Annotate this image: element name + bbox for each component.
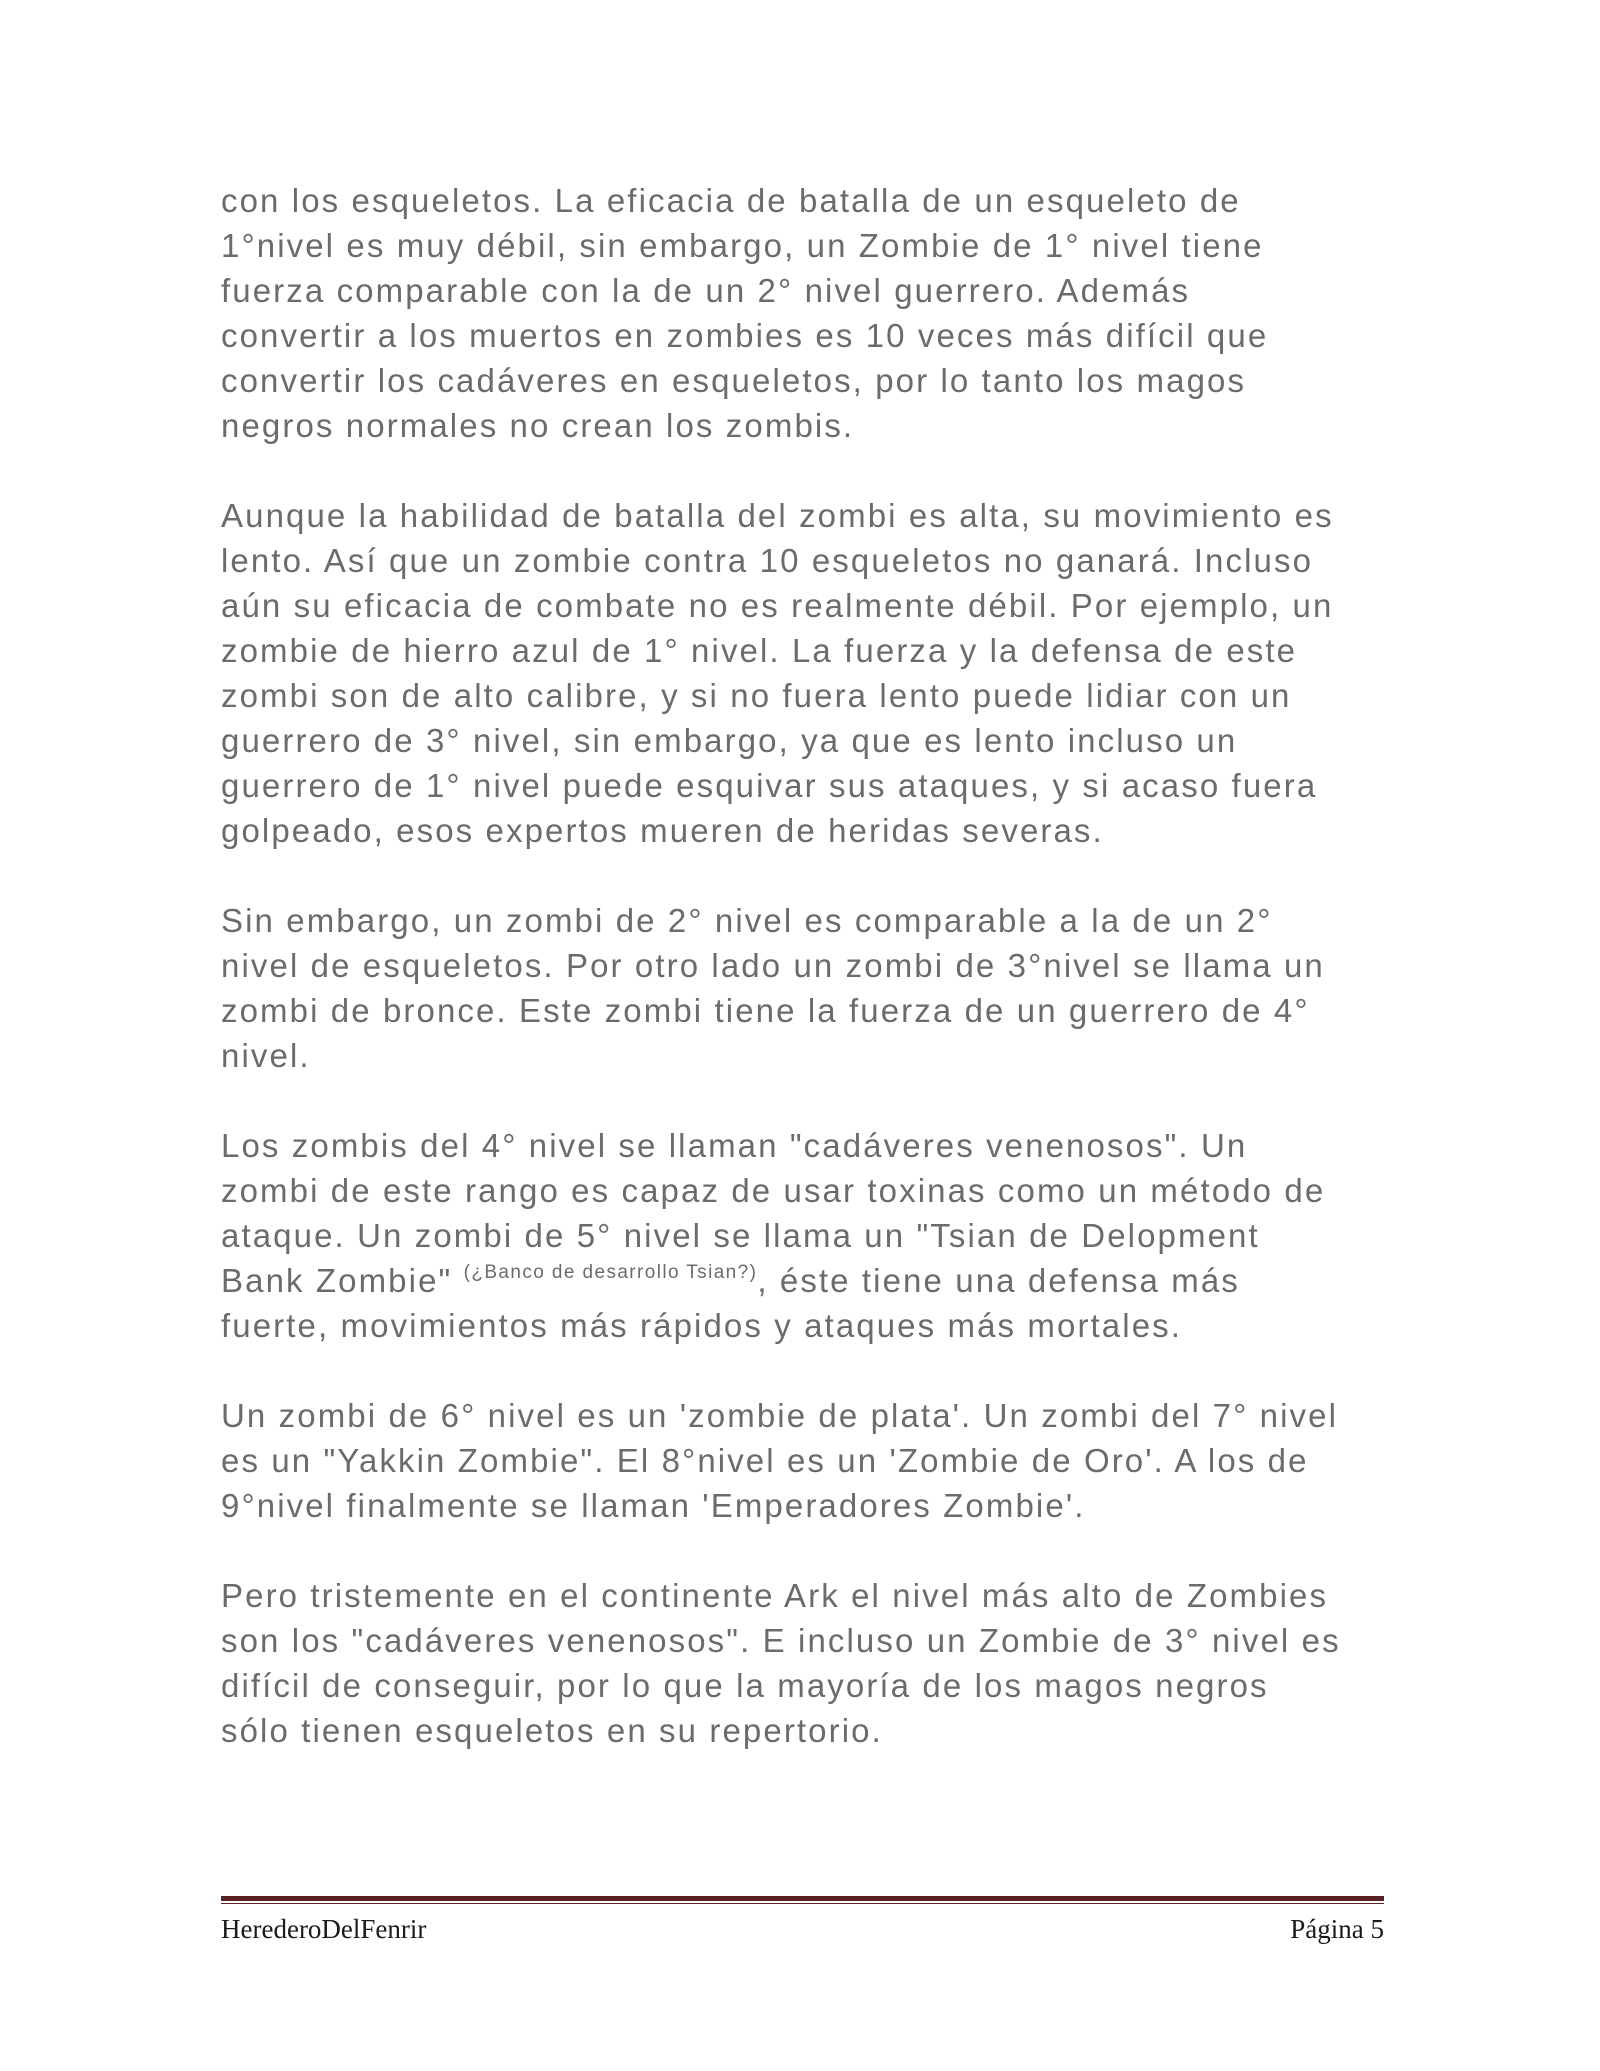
footer-author: HerederoDelFenrir [221,1914,427,1944]
text-line: Los zombis del 4° nivel se llaman "cadáveres venenosos". Un [221,1127,1248,1164]
text-line: golpeado, esos expertos mueren de heridas severas. [221,812,1104,849]
text-line: Pero tristemente en el continente Ark el nivel más alto de Zombies [221,1577,1329,1614]
text-segment: , éste tiene una defensa más [757,1262,1240,1299]
text-line: nivel de esqueletos. Por otro lado un zombi de 3°nivel se llama un [221,947,1325,984]
footer-rule [221,1896,1384,1904]
text-line: Aunque la habilidad de batalla del zombi es alta, su movimiento es [221,497,1334,534]
text-line: difícil de conseguir, por lo que la mayoría de los magos negros [221,1667,1269,1704]
text-line: nivel. [221,1037,311,1074]
text-line: sólo tienen esqueletos en su repertorio. [221,1712,883,1749]
paragraph-6 [221,1573,1401,1753]
text-line: es un "Yakkin Zombie". El 8°nivel es un 'Zombie de Oro'. A los de [221,1442,1309,1479]
paragraph-1 [221,178,1401,448]
text-line: ataque. Un zombi de 5° nivel se llama un "Tsian de Delopment [221,1217,1260,1254]
footer-page-number: Página 5 [1290,1914,1384,1944]
text-segment: Bank Zombie" [221,1262,464,1299]
text-line: zombi son de alto calibre, y si no fuera lento puede lidiar con un [221,677,1292,714]
text-line: Un zombi de 6° nivel es un 'zombie de plata'. Un zombi del 7° nivel [221,1397,1339,1434]
text-line: zombi de bronce. Este zombi tiene la fuerza de un guerrero de 4° [221,992,1310,1029]
paragraph-3 [221,898,1401,1078]
text-line: zombi de este rango es capaz de usar toxinas como un método de [221,1172,1326,1209]
text-line: convertir los cadáveres en esqueletos, por lo tanto los magos [221,362,1247,399]
footer-rule-thin [221,1903,1384,1904]
text-line: 1°nivel es muy débil, sin embargo, un Zombie de 1° nivel tiene [221,227,1264,264]
text-line: Sin embargo, un zombi de 2° nivel es comparable a la de un 2° [221,902,1273,939]
text-line: son los "cadáveres venenosos". E incluso un Zombie de 3° nivel es [221,1622,1341,1659]
text-line: negros normales no crean los zombis. [221,407,855,444]
paragraph-4 [221,1123,1401,1348]
body-text [221,178,1401,1798]
text-line: aún su eficacia de combate no es realmente débil. Por ejemplo, un [221,587,1334,624]
footer-rule-thick [221,1896,1384,1901]
text-line: fuerte, movimientos más rápidos y ataques más mortales. [221,1307,1183,1344]
text-line: convertir a los muertos en zombies es 10 veces más difícil que [221,317,1269,354]
text-line-with-footnote [221,1258,1401,1303]
text-line: con los esqueletos. La eficacia de batalla de un esqueleto de [221,182,1241,219]
footnote-note: (¿Banco de desarrollo Tsian?) [463,1262,758,1283]
text-line: guerrero de 1° nivel puede esquivar sus ataques, y si acaso fuera [221,767,1318,804]
paragraph-2 [221,493,1401,853]
paragraph-5 [221,1393,1401,1528]
text-line: zombie de hierro azul de 1° nivel. La fuerza y la defensa de este [221,632,1298,669]
text-line: 9°nivel finalmente se llaman 'Emperadores Zombie'. [221,1487,1086,1524]
text-line: fuerza comparable con la de un 2° nivel guerrero. Además [221,272,1191,309]
text-line: lento. Así que un zombie contra 10 esqueletos no ganará. Incluso [221,542,1314,579]
text-line: guerrero de 3° nivel, sin embargo, ya que es lento incluso un [221,722,1238,759]
